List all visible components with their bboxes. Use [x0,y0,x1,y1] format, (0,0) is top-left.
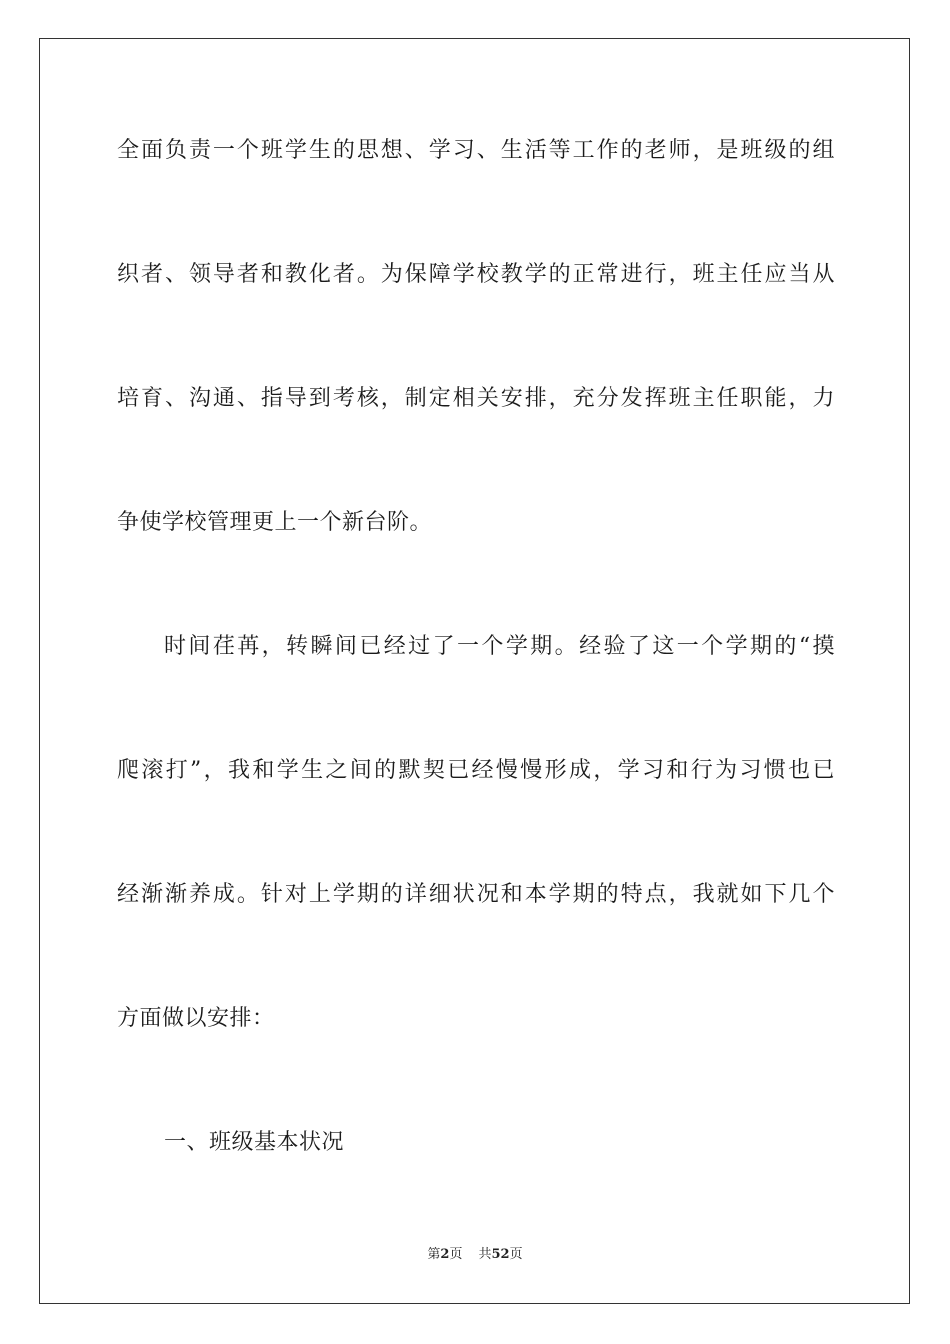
paragraph-line: 经渐渐养成。针对上学期的详细状况和本学期的特点，我就如下几个 [117,882,835,907]
total-suffix: 页 [509,1247,523,1262]
section-heading: 一、班级基本状况 [164,1130,345,1155]
page-prefix: 第 [427,1247,441,1262]
page-number: 2 [440,1247,450,1262]
page-suffix: 页 [449,1247,463,1262]
paragraph-line: 时间荏苒，转瞬间已经过了一个学期。经验了这一个学期的“摸 [164,634,835,659]
page-footer [0,1246,950,1264]
total-prefix: 共 [478,1247,492,1262]
total-pages: 52 [491,1247,510,1262]
paragraph-line: 织者、领导者和教化者。为保障学校教学的正常进行，班主任应当从 [117,262,835,287]
paragraph-line: 全面负责一个班学生的思想、学习、生活等工作的老师，是班级的组 [117,138,835,163]
paragraph-line: 爬滚打”，我和学生之间的默契已经慢慢形成，学习和行为习惯也已 [117,758,835,783]
page-border [39,38,910,1304]
paragraph-line: 培育、沟通、指导到考核，制定相关安排，充分发挥班主任职能，力 [117,386,835,411]
paragraph-line: 争使学校管理更上一个新台阶。 [117,510,433,535]
paragraph-line: 方面做以安排： [117,1006,275,1031]
